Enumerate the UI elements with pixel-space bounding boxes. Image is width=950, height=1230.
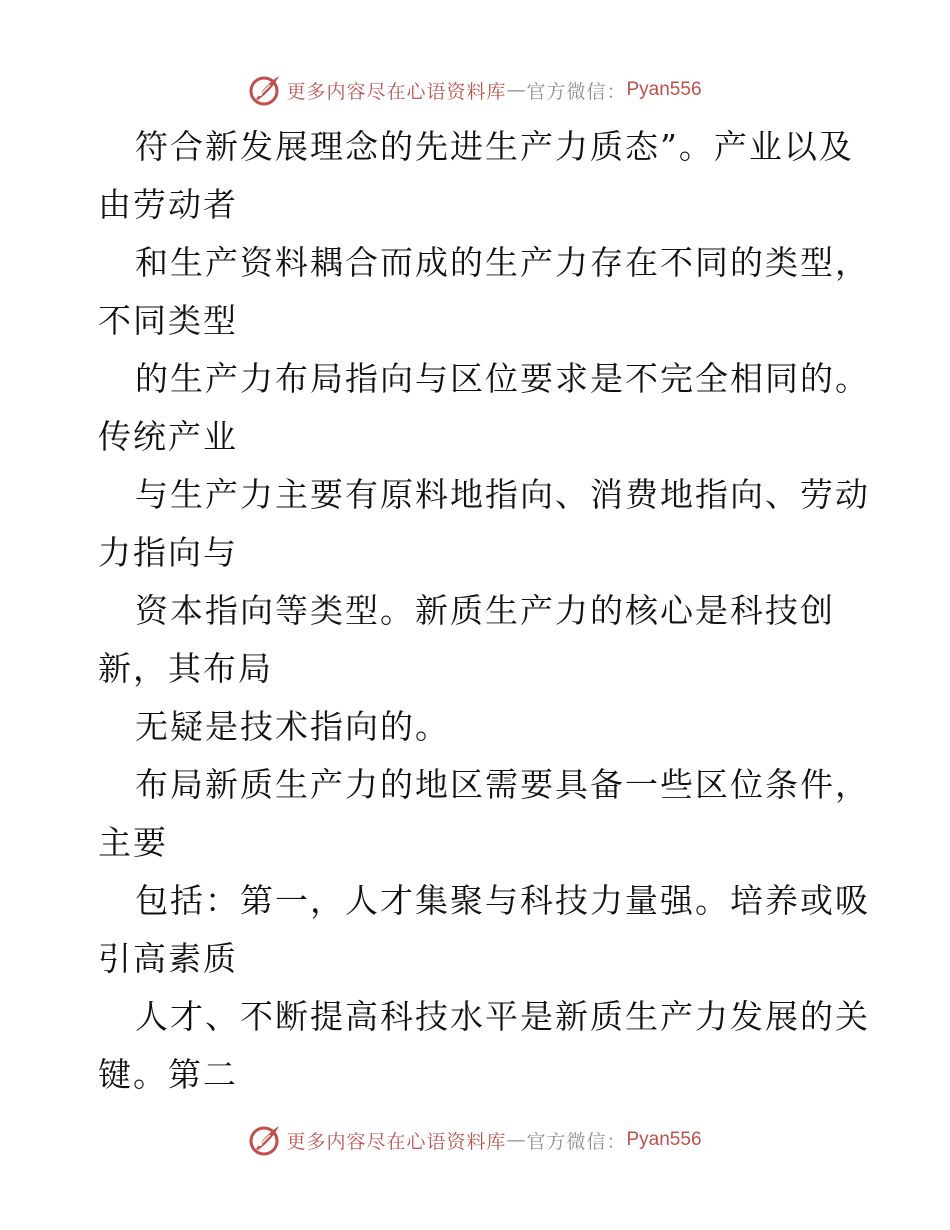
text-line: 包括：第一，人才集聚与科技力量强。培养或吸 xyxy=(135,881,870,920)
text-line: 键。第二 xyxy=(98,1055,238,1094)
footer-watermark-banner xyxy=(0,1120,950,1160)
banner-wechat-handle: Pyan556 xyxy=(626,79,702,100)
banner-official-label: 官方微信： xyxy=(526,80,627,103)
banner-brand-text: 更多内容尽在心语资料库 xyxy=(286,80,507,103)
banner-official-label: 官方微信： xyxy=(526,1130,627,1153)
text-line: 引高素质 xyxy=(98,939,238,978)
text-line: 资本指向等类型。新质生产力的核心是科技创 xyxy=(135,591,835,630)
text-line: 和生产资料耦合而成的生产力存在不同的类型， xyxy=(135,243,870,282)
banner-dash: — xyxy=(506,79,527,101)
text-line: 由劳动者 xyxy=(98,185,238,224)
text-line: 符合新发展理念的先进生产力质态”。产业以及 xyxy=(135,127,854,166)
text-line: 无疑是技术指向的。 xyxy=(135,707,450,746)
quill-logo-icon xyxy=(248,1123,282,1157)
banner-brand-text: 更多内容尽在心语资料库 xyxy=(286,1130,507,1153)
banner-dash: — xyxy=(506,1129,527,1151)
text-line: 传统产业 xyxy=(98,417,238,456)
text-line: 新，其布局 xyxy=(98,649,273,688)
text-line: 不同类型 xyxy=(98,301,238,340)
quill-logo-icon xyxy=(248,73,282,107)
text-line: 的生产力布局指向与区位要求是不完全相同的。 xyxy=(135,359,870,398)
text-line: 与生产力主要有原料地指向、消费地指向、劳动 xyxy=(135,475,870,514)
header-watermark-banner xyxy=(0,70,950,110)
text-line: 布局新质生产力的地区需要具备一些区位条件， xyxy=(135,765,870,804)
text-line: 人才、不断提高科技水平是新质生产力发展的关 xyxy=(135,997,870,1036)
text-line: 力指向与 xyxy=(98,533,238,572)
banner-wechat-handle: Pyan556 xyxy=(626,1129,702,1150)
document-body xyxy=(98,118,870,1104)
text-line: 主要 xyxy=(98,823,168,862)
